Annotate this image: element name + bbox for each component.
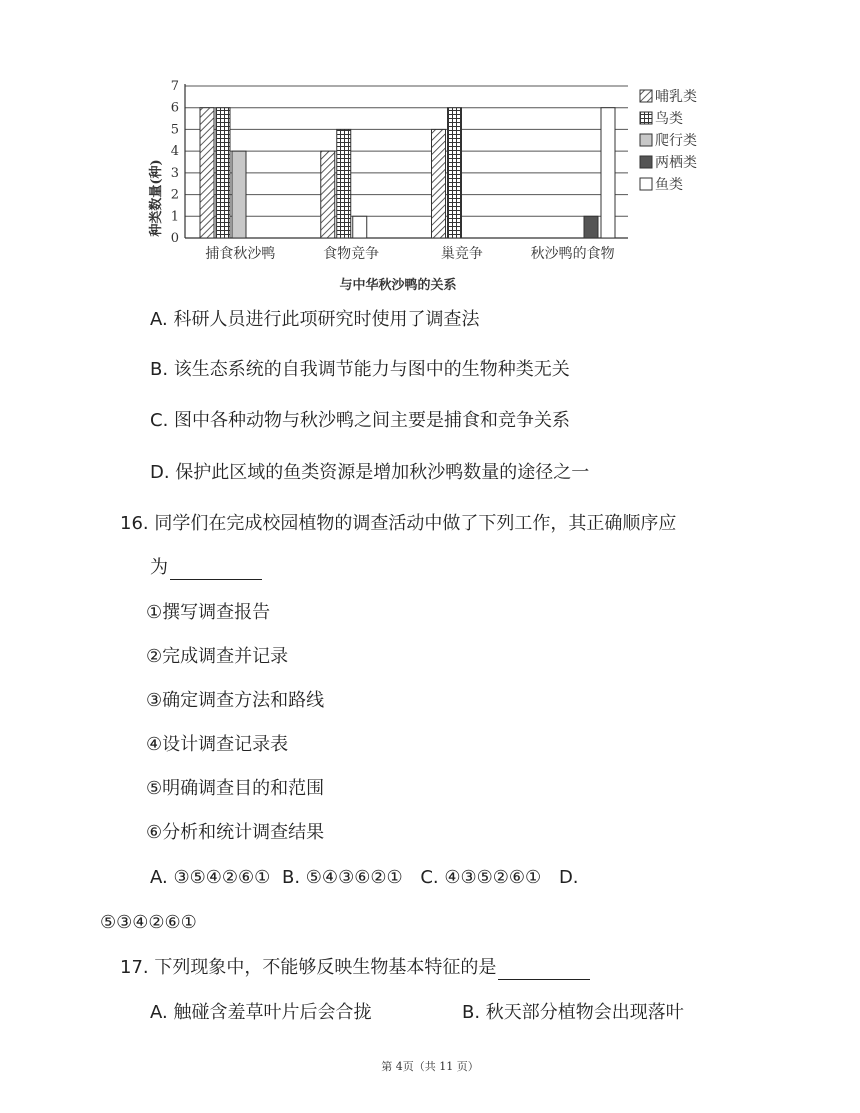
q16-option-d-label[interactable]: D. bbox=[558, 867, 579, 888]
q15-option-b[interactable]: B. 该生态系统的自我调节能力与图中的生物种类无关 bbox=[150, 359, 570, 380]
q16-item-3: ③确定调查方法和路线 bbox=[146, 690, 325, 711]
y-axis-label: 种类数量(种) bbox=[149, 159, 164, 237]
bar bbox=[232, 151, 246, 238]
bar bbox=[216, 108, 230, 238]
x-tick-label: 秋沙鸭的食物 bbox=[530, 246, 615, 262]
legend-label: 两栖类 bbox=[655, 155, 697, 171]
q16-item-6: ⑥分析和统计调查结果 bbox=[146, 822, 325, 843]
q16-item-4: ④设计调查记录表 bbox=[146, 734, 289, 755]
bar bbox=[448, 108, 462, 238]
bar bbox=[337, 129, 351, 238]
y-tick-label: 4 bbox=[170, 144, 179, 160]
legend-label: 哺乳类 bbox=[655, 89, 697, 105]
q17-option-a[interactable]: A. 触碰含羞草叶片后会合拢 bbox=[150, 1002, 372, 1023]
q16-option-c[interactable]: C. ④③⑤②⑥① bbox=[420, 867, 542, 888]
y-tick-label: 2 bbox=[170, 187, 179, 203]
legend-swatch bbox=[640, 90, 652, 102]
y-tick-label: 5 bbox=[170, 122, 179, 138]
q17-option-b[interactable]: B. 秋天部分植物会出现落叶 bbox=[462, 1002, 684, 1023]
q16-stem: 16. 同学们在完成校园植物的调查活动中做了下列工作，其正确顺序应 bbox=[120, 513, 677, 534]
bar bbox=[353, 216, 367, 238]
y-tick-label: 1 bbox=[170, 209, 179, 225]
bar bbox=[200, 108, 214, 238]
x-tick-label: 食物竞争 bbox=[323, 246, 380, 262]
q16-item-2: ②完成调查并记录 bbox=[146, 646, 289, 667]
page-footer: 第 4页（共 11 页） bbox=[381, 1060, 479, 1073]
legend-swatch bbox=[640, 156, 652, 168]
x-tick-label: 捕食秋沙鸭 bbox=[205, 246, 276, 262]
q16-option-d-value[interactable]: ⑤③④②⑥① bbox=[100, 912, 197, 933]
q15-option-a[interactable]: A. 科研人员进行此项研究时使用了调查法 bbox=[150, 309, 480, 330]
q16-stem-cont bbox=[150, 556, 262, 580]
q16-item-1: ①撰写调查报告 bbox=[146, 602, 271, 623]
bar-chart bbox=[140, 78, 720, 293]
q15-option-c[interactable]: C. 图中各种动物与秋沙鸭之间主要是捕食和竞争关系 bbox=[150, 410, 571, 431]
q16-stem-end: 为 bbox=[150, 557, 168, 578]
legend-label: 爬行类 bbox=[655, 133, 697, 149]
q17-answer-blank[interactable] bbox=[498, 959, 590, 980]
legend-label: 鱼类 bbox=[655, 177, 683, 193]
q16-option-a[interactable]: A. ③⑤④②⑥① bbox=[150, 867, 271, 888]
y-tick-label: 3 bbox=[170, 165, 179, 181]
y-tick-label: 7 bbox=[170, 79, 179, 94]
q16-option-b[interactable]: B. ⑤④③⑥②① bbox=[282, 867, 403, 888]
legend-label: 鸟类 bbox=[655, 111, 683, 127]
bar bbox=[321, 151, 335, 238]
q16-options-row bbox=[150, 866, 579, 890]
bar bbox=[432, 129, 446, 238]
q16-answer-blank[interactable] bbox=[170, 559, 262, 580]
y-tick-label: 6 bbox=[170, 100, 179, 116]
q15-option-d[interactable]: D. 保护此区域的鱼类资源是增加秋沙鸭数量的途径之一 bbox=[150, 462, 590, 483]
q16-item-5: ⑤明确调查目的和范围 bbox=[146, 778, 325, 799]
x-axis-label: 与中华秋沙鸭的关系 bbox=[339, 278, 457, 293]
q17-stem-text: 17. 下列现象中，不能够反映生物基本特征的是 bbox=[120, 957, 497, 978]
bar bbox=[584, 216, 598, 238]
legend-swatch bbox=[640, 134, 652, 146]
x-tick-label: 巢竞争 bbox=[440, 246, 483, 262]
y-tick-label: 0 bbox=[170, 231, 179, 246]
legend-swatch bbox=[640, 178, 652, 190]
q17-stem bbox=[120, 956, 590, 980]
bar bbox=[601, 108, 615, 238]
legend-swatch bbox=[640, 112, 652, 124]
